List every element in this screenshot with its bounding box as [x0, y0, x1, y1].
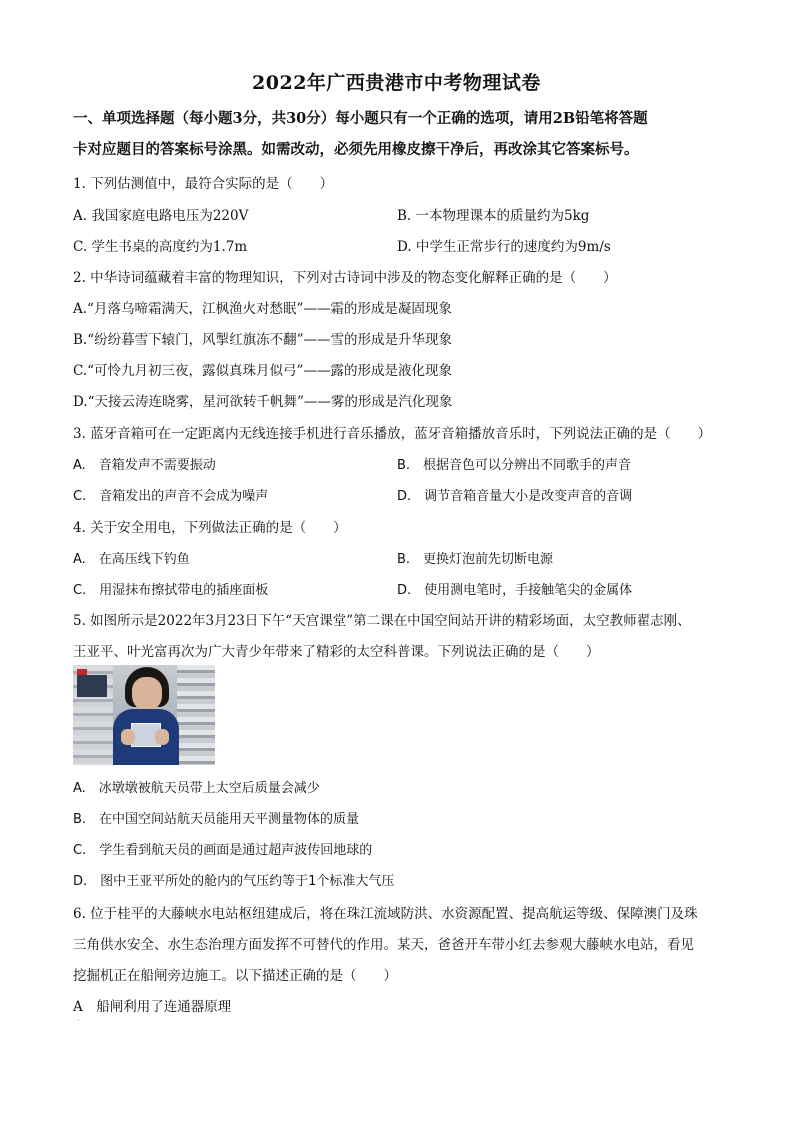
astronaut-classroom-photo [73, 665, 215, 765]
page-title: 2022年广西贵港市中考物理试卷 [252, 72, 541, 94]
question-3-option-d: D. 调节音箱音量大小是改变声音的音调 [397, 489, 633, 504]
question-4-option-a: A. 在高压线下钓鱼 [73, 552, 190, 567]
section-instruction-line2: 卡对应题目的答案标号涂黑。如需改动，必须先用橡皮擦干净后，再改涂其它答案标号。 [73, 141, 639, 158]
question-2-option-d: D.“天接云涛连晓雾，星河欲转千帆舞”——雾的形成是汽化现象 [73, 394, 453, 410]
astronaut-face [132, 677, 162, 711]
astronaut-hand-right [155, 729, 169, 745]
question-5-option-d: D. 图中王亚平所处的舱内的气压约等于1个标准大气压 [73, 874, 395, 889]
question-1-option-c: C. 学生书桌的高度约为1.7m [73, 239, 248, 255]
question-1-option-a: A. 我国家庭电路电压为220V [73, 208, 249, 224]
station-wall-right [177, 665, 215, 765]
question-2-option-c: C.“可怜九月初三夜，露似真珠月似弓”——露的形成是液化现象 [73, 363, 452, 379]
question-1-option-d: D. 中学生正常步行的速度约为9m/s [397, 239, 611, 255]
question-3-option-b: B. 根据音色可以分辨出不同歌手的声音 [397, 458, 632, 473]
question-2-stem: 2. 中华诗词蕴藏着丰富的物理知识，下列对古诗词中涉及的物态变化解释正确的是（ ） [73, 270, 617, 286]
astronaut-hand-left [121, 729, 135, 745]
question-3-option-a: A. 音箱发声不需要振动 [73, 458, 216, 473]
section-instruction-line1: 一、单项选择题（每小题3分，共30分）每小题只有一个正确的选项，请用2B铅笔将答题 [73, 110, 648, 127]
scan-mark: · [77, 1016, 80, 1025]
flag-icon [77, 669, 87, 675]
question-3-stem: 3. 蓝牙音箱可在一定距离内无线连接手机进行音乐播放，蓝牙音箱播放音乐时，下列说法正确的是（ ） [73, 426, 712, 442]
question-4-option-d: D. 使用测电笔时，手接触笔尖的金属体 [397, 583, 633, 598]
question-5-option-a: A. 冰墩墩被航天员带上太空后质量会减少 [73, 781, 320, 796]
question-1-stem: 1. 下列估测值中，最符合实际的是（ ） [73, 176, 334, 192]
question-4-option-b: B. 更换灯泡前先切断电源 [397, 552, 554, 567]
station-panel [77, 675, 107, 697]
question-2-option-a: A.“月落乌啼霜满天，江枫渔火对愁眠”——霜的形成是凝固现象 [73, 301, 452, 317]
question-6-stem-line3: 挖掘机正在船闸旁边施工。以下描述正确的是（ ） [73, 968, 397, 984]
question-5-option-b: B. 在中国空间站航天员能用天平测量物体的质量 [73, 812, 360, 827]
question-6-option-a: A 船闸利用了连通器原理 [73, 999, 232, 1015]
question-6-stem-line2: 三角供水安全、水生态治理方面发挥不可替代的作用。某天，爸爸开车带小红去参观大藤峡水电站，看见 [73, 937, 694, 953]
question-4-option-c: C. 用湿抹布擦拭带电的插座面板 [73, 583, 269, 598]
question-1-option-b: B. 一本物理课本的质量约为5kg [397, 208, 590, 224]
question-6-stem-line1: 6. 位于桂平的大藤峡水电站枢纽建成后，将在珠江流域防洪、水资源配置、提高航运等级、保障澳门及珠 [73, 906, 698, 922]
question-5-stem-line1: 5. 如图所示是2022年3月23日下午“天宫课堂”第二课在中国空间站开讲的精彩场面，太空教师翟志刚、 [73, 613, 691, 629]
question-4-stem: 4. 关于安全用电，下列做法正确的是（ ） [73, 520, 347, 536]
section-instruction [73, 103, 728, 165]
question-5-stem-line2: 王亚平、叶光富再次为广大青少年带来了精彩的太空科普课。下列说法正确的是（ ） [73, 644, 600, 660]
question-2-option-b: B.“纷纷暮雪下辕门，风掣红旗冻不翻”——雪的形成是升华现象 [73, 332, 453, 348]
question-5-option-c: C. 学生看到航天员的画面是通过超声波传回地球的 [73, 843, 373, 858]
question-3-option-c: C. 音箱发出的声音不会成为噪声 [73, 489, 269, 504]
